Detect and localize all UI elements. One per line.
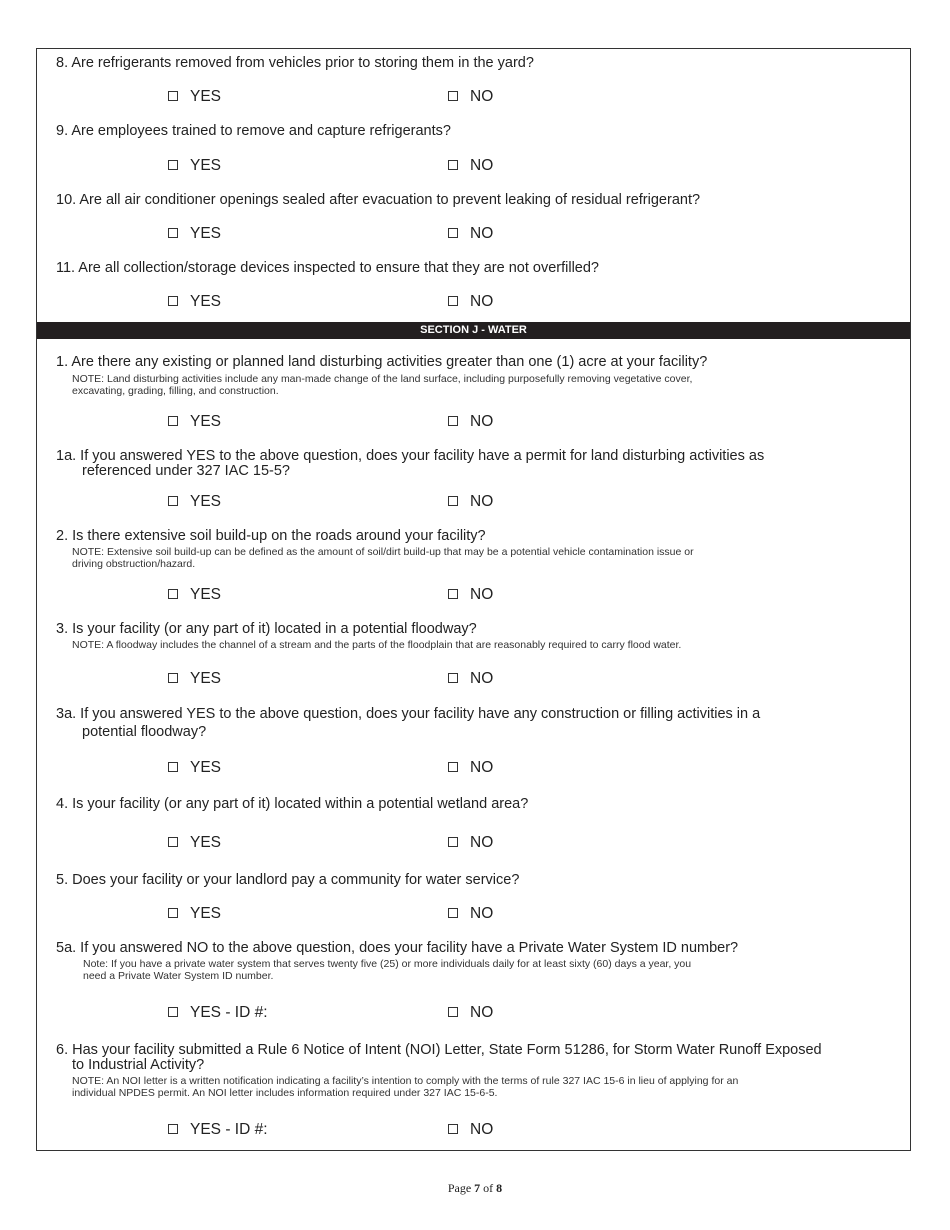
page-number: Page 7 of 8 xyxy=(447,1181,503,1195)
j1-no-option[interactable]: NO xyxy=(448,414,493,430)
q10-no-checkbox[interactable] xyxy=(448,228,458,238)
j6-yes-checkbox[interactable] xyxy=(168,1124,178,1134)
j2-no-checkbox[interactable] xyxy=(448,589,458,599)
j6-no-option[interactable]: NO xyxy=(448,1122,493,1138)
q9-no-checkbox[interactable] xyxy=(448,160,458,170)
j6-no-checkbox[interactable] xyxy=(448,1124,458,1134)
question-j5a: 5a. If you answered NO to the above question, does your facility have a Private Water System ID number? xyxy=(56,940,739,956)
q11-yes-checkbox[interactable] xyxy=(168,296,178,306)
j5-yes-checkbox[interactable] xyxy=(168,908,178,918)
j5a-note-line-1: Note: If you have a private water system that serves twenty five (25) or more individuals daily for at least sixty (60) days a year, you xyxy=(83,958,692,970)
j4-yes-option[interactable]: YES xyxy=(168,835,221,851)
j2-note-line-1: NOTE: Extensive soil build-up can be defined as the amount of soil/dirt build-up that may be a potential vehicle contamination issue or xyxy=(72,546,694,558)
j1a-no-checkbox[interactable] xyxy=(448,496,458,506)
j5-yes-option[interactable]: YES xyxy=(168,906,221,922)
j5-no-option[interactable]: NO xyxy=(448,906,493,922)
j2-note-line-2: driving obstruction/hazard. xyxy=(72,558,196,570)
q11-no-checkbox[interactable] xyxy=(448,296,458,306)
question-j3a-line-2: potential floodway? xyxy=(82,724,207,740)
question-8: 8. Are refrigerants removed from vehicles prior to storing them in the yard? xyxy=(56,55,534,71)
question-j6: 6. Has your facility submitted a Rule 6 Notice of Intent (NOI) Letter, State Form 51286, for Storm Water Runoff Exposed xyxy=(56,1042,822,1058)
j1-yes-checkbox[interactable] xyxy=(168,416,178,426)
question-11: 11. Are all collection/storage devices inspected to ensure that they are not overfilled? xyxy=(56,260,599,276)
j2-no-option[interactable]: NO xyxy=(448,587,493,603)
q8-yes-checkbox[interactable] xyxy=(168,91,178,101)
j6-yes-id-option[interactable]: YES - ID #: xyxy=(168,1122,268,1138)
j5a-no-checkbox[interactable] xyxy=(448,1007,458,1017)
j1-note-line-1: NOTE: Land disturbing activities include any man-made change of the land surface, including purposefully removing vegetative cover, xyxy=(72,373,693,385)
j1a-no-option[interactable]: NO xyxy=(448,494,493,510)
total-pages: 8 xyxy=(496,1181,503,1195)
j4-yes-checkbox[interactable] xyxy=(168,837,178,847)
j6-note-line-1: NOTE: An NOI letter is a written notification indicating a facility’s intention to comply with the terms of rule 327 IAC 15-6 in lieu of applying for an xyxy=(72,1075,739,1087)
question-j2: 2. Is there extensive soil build-up on the roads around your facility? xyxy=(56,528,486,544)
j6-note-line-2: individual NPDES permit. An NOI letter includes information required under 327 IAC 15-6-5. xyxy=(72,1087,498,1099)
j3-yes-checkbox[interactable] xyxy=(168,673,178,683)
question-j1: 1. Are there any existing or planned land disturbing activities greater than one (1) acre at your facility? xyxy=(56,354,708,370)
j4-no-option[interactable]: NO xyxy=(448,835,493,851)
question-9: 9. Are employees trained to remove and capture refrigerants? xyxy=(56,123,451,139)
q8-no-option[interactable]: NO xyxy=(448,89,493,105)
j1a-yes-option[interactable]: YES xyxy=(168,494,221,510)
j3a-yes-checkbox[interactable] xyxy=(168,762,178,772)
j2-yes-option[interactable]: YES xyxy=(168,587,221,603)
j3-note: NOTE: A floodway includes the channel of a stream and the parts of the floodplain that are reasonably required to carry flood water. xyxy=(72,639,682,651)
question-j1a-line-2: referenced under 327 IAC 15-5? xyxy=(82,463,290,479)
j1-yes-option[interactable]: YES xyxy=(168,414,221,430)
j3-no-checkbox[interactable] xyxy=(448,673,458,683)
q9-yes-option[interactable]: YES xyxy=(168,158,221,174)
q10-no-option[interactable]: NO xyxy=(448,226,493,242)
q11-no-option[interactable]: NO xyxy=(448,294,493,310)
j1a-yes-checkbox[interactable] xyxy=(168,496,178,506)
q8-yes-option[interactable]: YES xyxy=(168,89,221,105)
q9-yes-checkbox[interactable] xyxy=(168,160,178,170)
current-page: 7 xyxy=(474,1181,481,1195)
j1-note-line-2: excavating, grading, filling, and construction. xyxy=(72,385,279,397)
j1-no-checkbox[interactable] xyxy=(448,416,458,426)
q11-yes-option[interactable]: YES xyxy=(168,294,221,310)
q10-yes-option[interactable]: YES xyxy=(168,226,221,242)
question-j3a: 3a. If you answered YES to the above question, does your facility have any construction or filling activities in a xyxy=(56,706,761,722)
section-j-header: SECTION J - WATER xyxy=(37,322,910,339)
q9-no-option[interactable]: NO xyxy=(448,158,493,174)
q10-yes-checkbox[interactable] xyxy=(168,228,178,238)
j3-no-option[interactable]: NO xyxy=(448,671,493,687)
j3a-yes-option[interactable]: YES xyxy=(168,760,221,776)
j5-no-checkbox[interactable] xyxy=(448,908,458,918)
j5a-note-line-2: need a Private Water System ID number. xyxy=(83,970,274,982)
question-j3: 3. Is your facility (or any part of it) located in a potential floodway? xyxy=(56,621,477,637)
j3-yes-option[interactable]: YES xyxy=(168,671,221,687)
question-j4: 4. Is your facility (or any part of it) located within a potential wetland area? xyxy=(56,796,529,812)
question-10: 10. Are all air conditioner openings sealed after evacuation to prevent leaking of residual refrigerant? xyxy=(56,192,701,208)
j3a-no-checkbox[interactable] xyxy=(448,762,458,772)
j5a-no-option[interactable]: NO xyxy=(448,1005,493,1021)
j2-yes-checkbox[interactable] xyxy=(168,589,178,599)
question-j1a: 1a. If you answered YES to the above question, does your facility have a permit for land disturbing activities as xyxy=(56,448,765,464)
j4-no-checkbox[interactable] xyxy=(448,837,458,847)
question-j5: 5. Does your facility or your landlord pay a community for water service? xyxy=(56,872,520,888)
q8-no-checkbox[interactable] xyxy=(448,91,458,101)
j3a-no-option[interactable]: NO xyxy=(448,760,493,776)
j5a-yes-id-option[interactable]: YES - ID #: xyxy=(168,1005,268,1021)
question-j6-line-2: to Industrial Activity? xyxy=(72,1057,205,1073)
j5a-yes-checkbox[interactable] xyxy=(168,1007,178,1017)
